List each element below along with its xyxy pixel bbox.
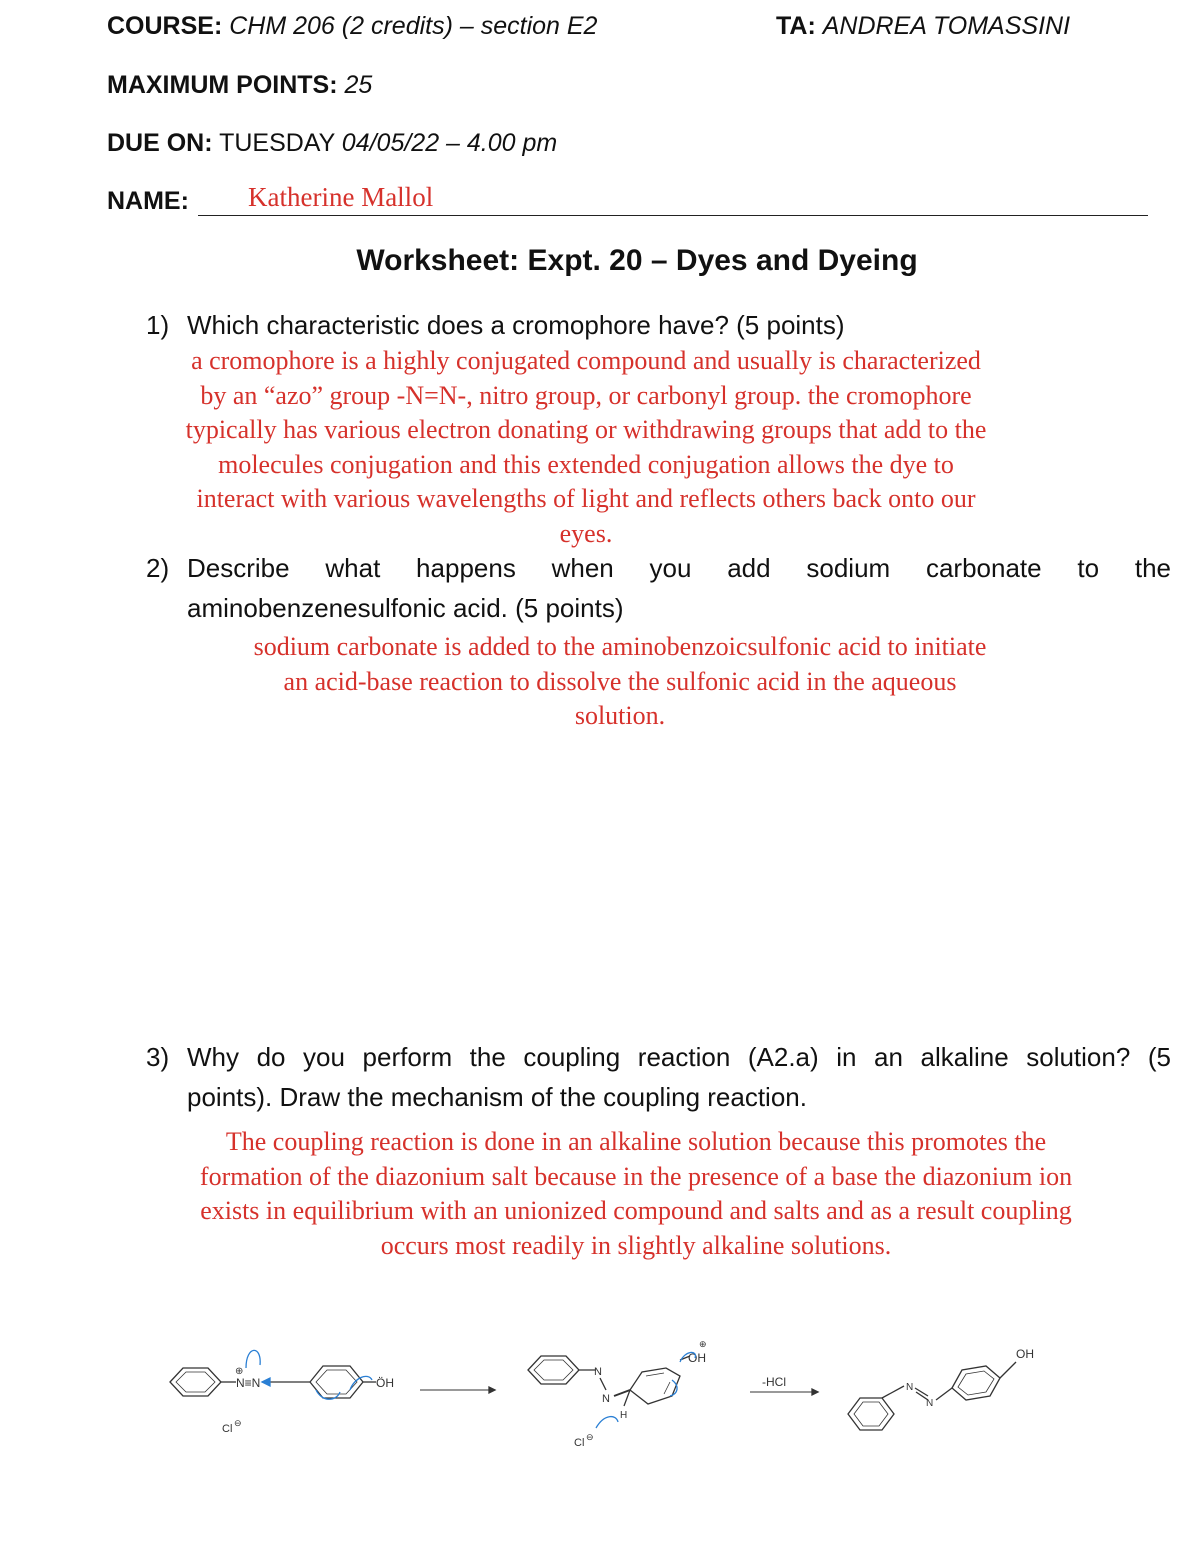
- question-number: 2): [146, 553, 170, 583]
- question-2: [146, 548, 1171, 628]
- ta-label: TA:: [776, 12, 816, 40]
- bond: [882, 1386, 904, 1398]
- bond: [936, 1388, 952, 1400]
- answer-2: [180, 630, 1060, 734]
- coupling-mechanism-scheme: [150, 1320, 1090, 1460]
- due-day: TUESDAY: [219, 129, 335, 157]
- answer-line: molecules conjugation and this extended conjugation allows the dye to: [218, 449, 954, 479]
- question-number: 1): [146, 310, 170, 340]
- plus-charge: ⊕: [235, 1366, 244, 1377]
- answer-line: by an “azo” group -N=N-, nitro group, or carbonyl group. the cromophore: [200, 380, 972, 410]
- arrow-head: [262, 1378, 270, 1386]
- product-hydroxyl: OH: [1016, 1347, 1034, 1361]
- oxonium-group: OH: [688, 1351, 706, 1365]
- answer-line: sodium carbonate is added to the aminobenzoicsulfonic acid to initiate: [253, 632, 987, 661]
- question-number: 3): [146, 1042, 170, 1072]
- name-underline: [198, 215, 1148, 216]
- bond: [1000, 1362, 1016, 1378]
- question-text: aminobenzenesulfonic acid. (5 points): [187, 593, 624, 623]
- answer-line: an acid-base reaction to dissolve the sulfonic acid in the aqueous: [283, 666, 957, 696]
- arrow-head: [812, 1389, 818, 1395]
- chloride-ion: Cl: [222, 1423, 233, 1435]
- question-1: [146, 305, 1176, 345]
- azo-nitrogen-1: N: [594, 1366, 602, 1378]
- question-text: Describe what happens when you add sodium carbonate to the: [187, 553, 1171, 583]
- answer-line: a cromophore is a highly conjugated compound and usually is characterized: [191, 346, 981, 375]
- answer-line: eyes.: [559, 518, 613, 548]
- azo-nitrogen-2: N: [926, 1398, 934, 1409]
- plus-charge: ⊕: [699, 1339, 707, 1349]
- course-value: CHM 206 (2 credits) – section E2: [229, 12, 598, 40]
- ta-value: ANDREA TOMASSINI: [822, 12, 1071, 40]
- course-label: COURSE:: [107, 12, 223, 40]
- due-value: 04/05/22 – 4.00 pm: [341, 129, 558, 157]
- cyclohexadienone-ring: [630, 1368, 680, 1404]
- due-line: [107, 129, 557, 158]
- answer-line: formation of the diazonium salt because in the presence of a base the diazonium ion: [199, 1161, 1073, 1191]
- ta-line: [776, 12, 1070, 41]
- hydrogen-atom: H: [620, 1410, 628, 1421]
- minus-charge: ⊖: [586, 1432, 594, 1442]
- benzene-ring-4: [848, 1398, 894, 1430]
- arrow-push-1: [246, 1350, 260, 1368]
- answer-3: [146, 1125, 1126, 1263]
- max-points-line: [107, 71, 372, 100]
- bond: [600, 1378, 606, 1390]
- question-text: Why do you perform the coupling reaction (A2.a) in an alkaline solution? (5: [187, 1042, 1171, 1072]
- course-line: [107, 12, 597, 41]
- chloride-ion: Cl: [574, 1437, 585, 1449]
- answer-line: interact with various wavelengths of light and reflects others back onto our: [196, 484, 976, 513]
- answer-line: exists in equilibrium with an unionized compound and salts and as a result coupling: [200, 1196, 1072, 1225]
- due-label: DUE ON:: [107, 129, 213, 157]
- student-name: Katherine Mallol: [248, 182, 434, 212]
- azo-nitrogen-1: N: [906, 1382, 914, 1393]
- answer-1: [146, 344, 1026, 551]
- question-3: [146, 1037, 1171, 1117]
- arrow-head: [489, 1387, 495, 1393]
- azo-nitrogen-2: N: [602, 1393, 610, 1405]
- question-text: points). Draw the mechanism of the coupling reaction.: [187, 1082, 807, 1112]
- minus-charge: ⊖: [234, 1418, 242, 1428]
- answer-line: solution.: [574, 701, 666, 730]
- answer-line: occurs most readily in slightly alkaline solutions.: [380, 1230, 892, 1260]
- answer-line: typically has various electron donating or withdrawing groups that add to the: [185, 415, 987, 444]
- max-points-value: 25: [344, 71, 373, 99]
- max-points-label: MAXIMUM POINTS:: [107, 71, 338, 99]
- question-text: Which characteristic does a cromophore have? (5 points): [187, 310, 845, 340]
- benzene-ring-5: [952, 1366, 1000, 1400]
- diazonium-group: N≡N: [236, 1376, 261, 1390]
- answer-line: The coupling reaction is done in an alkaline solution because this promotes the: [225, 1127, 1047, 1156]
- hydroxyl-group: ÖH: [376, 1376, 394, 1390]
- benzene-ring-1: [170, 1368, 221, 1396]
- elimination-label: -HCl: [762, 1375, 786, 1389]
- name-label: NAME:: [107, 187, 189, 215]
- worksheet-title: Worksheet: Expt. 20 – Dyes and Dyeing: [356, 244, 918, 277]
- benzene-ring-3: [528, 1356, 579, 1384]
- name-line-label: [107, 187, 189, 216]
- arrow-push-6: [596, 1417, 618, 1428]
